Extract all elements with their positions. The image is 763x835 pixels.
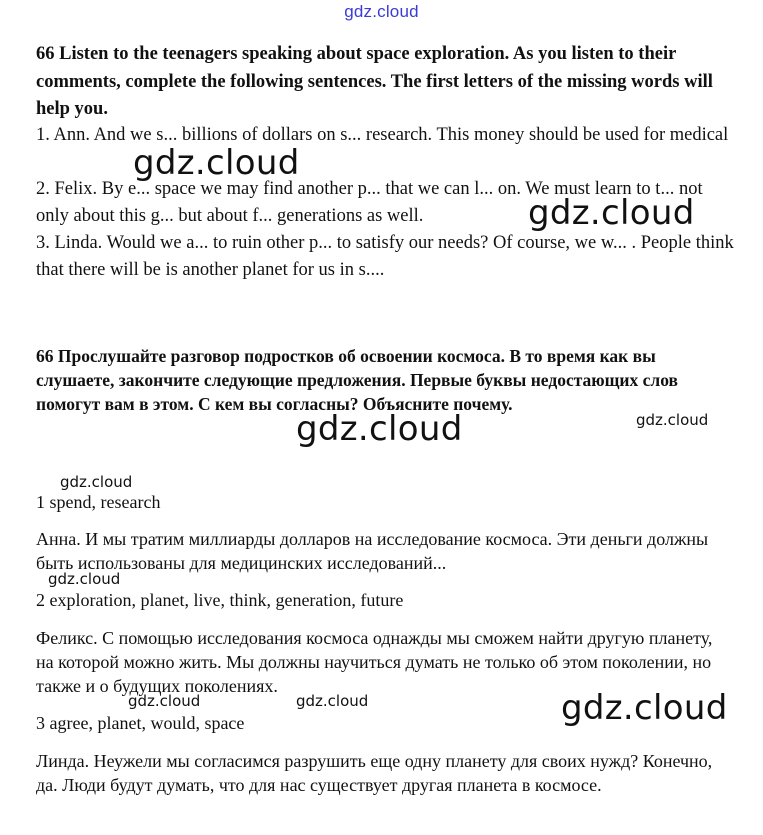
answer-translation-1: Анна. И мы тратим миллиарды долларов на исследование космоса. Эти деньги должны быть использованы для медицинских исследований... — [36, 529, 709, 573]
answer-key-3: 3 agree, planet, would, space — [36, 713, 245, 733]
watermark: gdz.cloud — [60, 473, 133, 491]
watermark: gdz.cloud — [296, 692, 369, 710]
watermark: gdz.cloud — [561, 688, 728, 728]
watermark: gdz.cloud — [528, 193, 695, 233]
answer-key-2: 2 exploration, planet, live, think, generation, future — [36, 590, 404, 610]
answer-translation-3: Линда. Неужели мы согласимся разрушить еще одну планету для своих нужд? Конечно, да. Люди будут думать, что для нас существует другая планета в космосе. — [36, 751, 713, 795]
site-watermark-header: gdz.cloud — [344, 2, 419, 21]
watermark: gdz.cloud — [48, 570, 121, 588]
english-sentence-1: 1. Ann. And we s... billions of dollars on s... research. This money should be used for medical — [36, 125, 729, 145]
english-sentence-3: 3. Linda. Would we a... to ruin other p... to satisfy our needs? Of course, we w... . People think that there will be is another planet for us in s.... — [36, 233, 734, 280]
watermark: gdz.cloud — [636, 411, 709, 429]
watermark: gdz.cloud — [296, 409, 463, 449]
answer-key-1: 1 spend, research — [36, 492, 161, 512]
watermark: gdz.cloud — [133, 143, 300, 183]
english-task-heading: 66 Listen to the teenagers speaking about space exploration. As you listen to their comments, complete the following sentences. The first letters of the missing words will help you. — [36, 44, 713, 119]
answer-translation-2: Феликс. С помощью исследования космоса однажды мы сможем найти другую планету, на которой можно жить. Мы должны научиться думать не только об этом поколении, но также и о будущих поколениях. — [36, 628, 713, 696]
russian-task-heading: 66 Прослушайте разговор подростков об освоении космоса. В то время как вы слушаете, закончите следующие предложения. Первые буквы недостающих слов помогут вам в этом. С кем вы согласны? Объясните почему. — [36, 346, 678, 414]
watermark: gdz.cloud — [128, 692, 201, 710]
english-sentence-2: 2. Felix. By e... space we may find another p... that we can l... on. We must learn to t... not only about this g... but about f... generations as well. — [36, 179, 703, 226]
